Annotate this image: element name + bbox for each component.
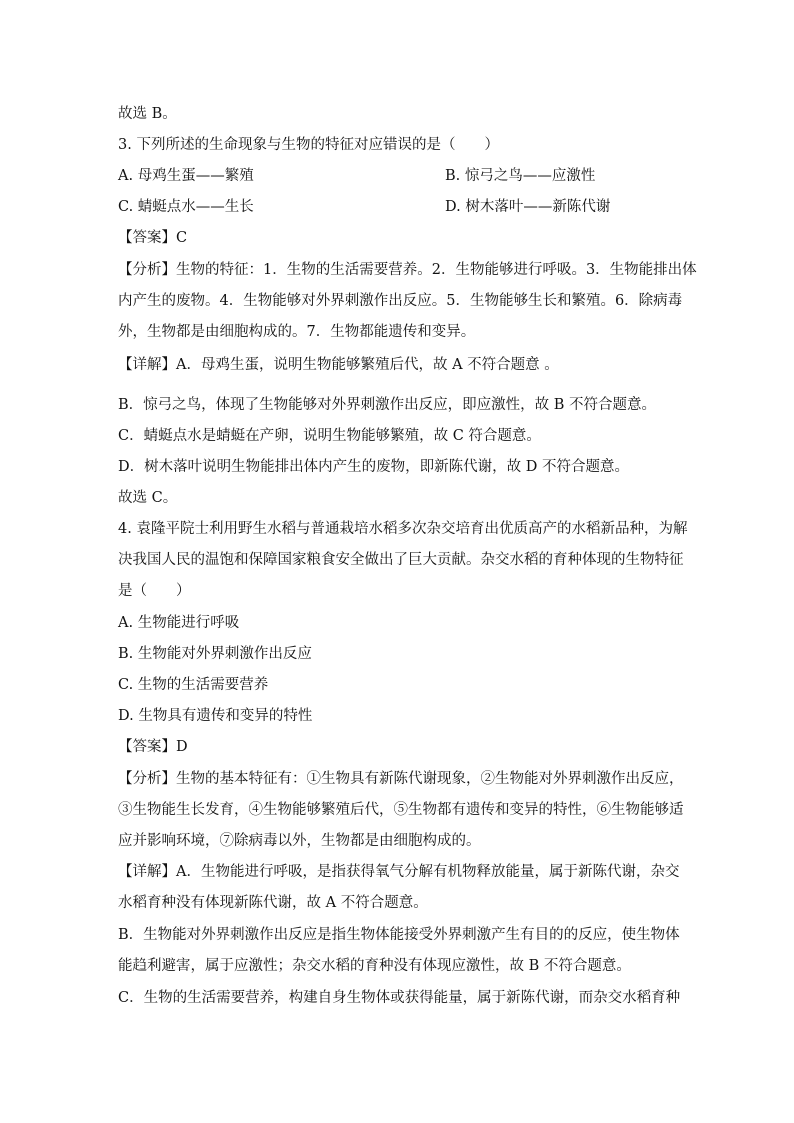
option-c: C. 生物的生活需要营养	[118, 677, 269, 693]
option-d: D. 生物具有遗传和变异的特性	[118, 708, 313, 724]
text-line: 故选 C。	[118, 490, 178, 506]
option-c: C. 蜻蜓点水——生长	[118, 199, 254, 215]
detail: 能趋利避害，属于应激性；杂交水稻的育种没有体现应激性，故 B 不符合题意。	[118, 958, 631, 974]
option-a: A. 母鸡生蛋——繁殖	[118, 168, 254, 184]
text-line: 故选 B。	[118, 106, 177, 122]
detail: B．惊弓之鸟，体现了生物能够对外界刺激作出反应，即应激性，故 B 不符合题意。	[118, 397, 657, 413]
option-a: A. 生物能进行呼吸	[118, 615, 240, 631]
answer: 【答案】D	[118, 739, 188, 755]
detail: 【详解】A．母鸡生蛋，说明生物能够繁殖后代，故 A 不符合题意 。	[118, 357, 559, 373]
question-4: 决我国人民的温饱和保障国家粮食安全做出了巨大贡献。杂交水稻的育种体现的生物特征	[118, 552, 684, 568]
analysis: 【分析】生物的基本特征有：①生物具有新陈代谢现象，②生物能对外界刺激作出反应，	[118, 771, 684, 787]
answer: 【答案】C	[118, 230, 188, 246]
detail: C．生物的生活需要营养，构建自身生物体或获得能量，属于新陈代谢，而杂交水稻育种	[118, 990, 681, 1006]
detail: 水稻育种没有体现新陈代谢，故 A 不符合题意。	[118, 895, 428, 911]
option-b: B. 生物能对外界刺激作出反应	[118, 646, 312, 662]
analysis: 【分析】生物的特征：1．生物的生活需要营养。2．生物能够进行呼吸。3．生物能排出体	[118, 262, 697, 278]
analysis: 外，生物都是由细胞构成的。7．生物都能遗传和变异。	[118, 324, 476, 340]
detail: D．树木落叶说明生物能排出体内产生的废物，即新陈代谢，故 D 不符合题意。	[118, 459, 629, 475]
analysis: 应并影响环境，⑦除病毒以外，生物都是由细胞构成的。	[118, 833, 481, 849]
question-4: 是（ ）	[118, 583, 191, 599]
detail: C．蜻蜓点水是蜻蜓在产卵，说明生物能够繁殖，故 C 符合题意。	[118, 428, 541, 444]
question-4: 4. 袁隆平院士利用野生水稻与普通栽培水稻多次杂交培育出优质高产的水稻新品种，为解	[118, 521, 688, 537]
detail: 【详解】A．生物能进行呼吸，是指获得氧气分解有机物释放能量，属于新陈代谢，杂交	[118, 864, 680, 880]
question-3: 3. 下列所述的生命现象与生物的特征对应错误的是（ ）	[118, 137, 499, 153]
analysis: ③生物能生长发育，④生物能够繁殖后代，⑤生物都有遗传和变异的特性，⑥生物能够适	[118, 802, 684, 818]
option-b: B. 惊弓之鸟——应激性	[445, 168, 596, 184]
analysis: 内产生的废物。4．生物能够对外界刺激作出反应。5．生物能够生长和繁殖。6．除病毒	[118, 293, 683, 309]
option-d: D. 树木落叶——新陈代谢	[445, 199, 611, 215]
detail: B．生物能对外界刺激作出反应是指生物体能接受外界刺激产生有目的的反应，使生物体	[118, 927, 680, 943]
